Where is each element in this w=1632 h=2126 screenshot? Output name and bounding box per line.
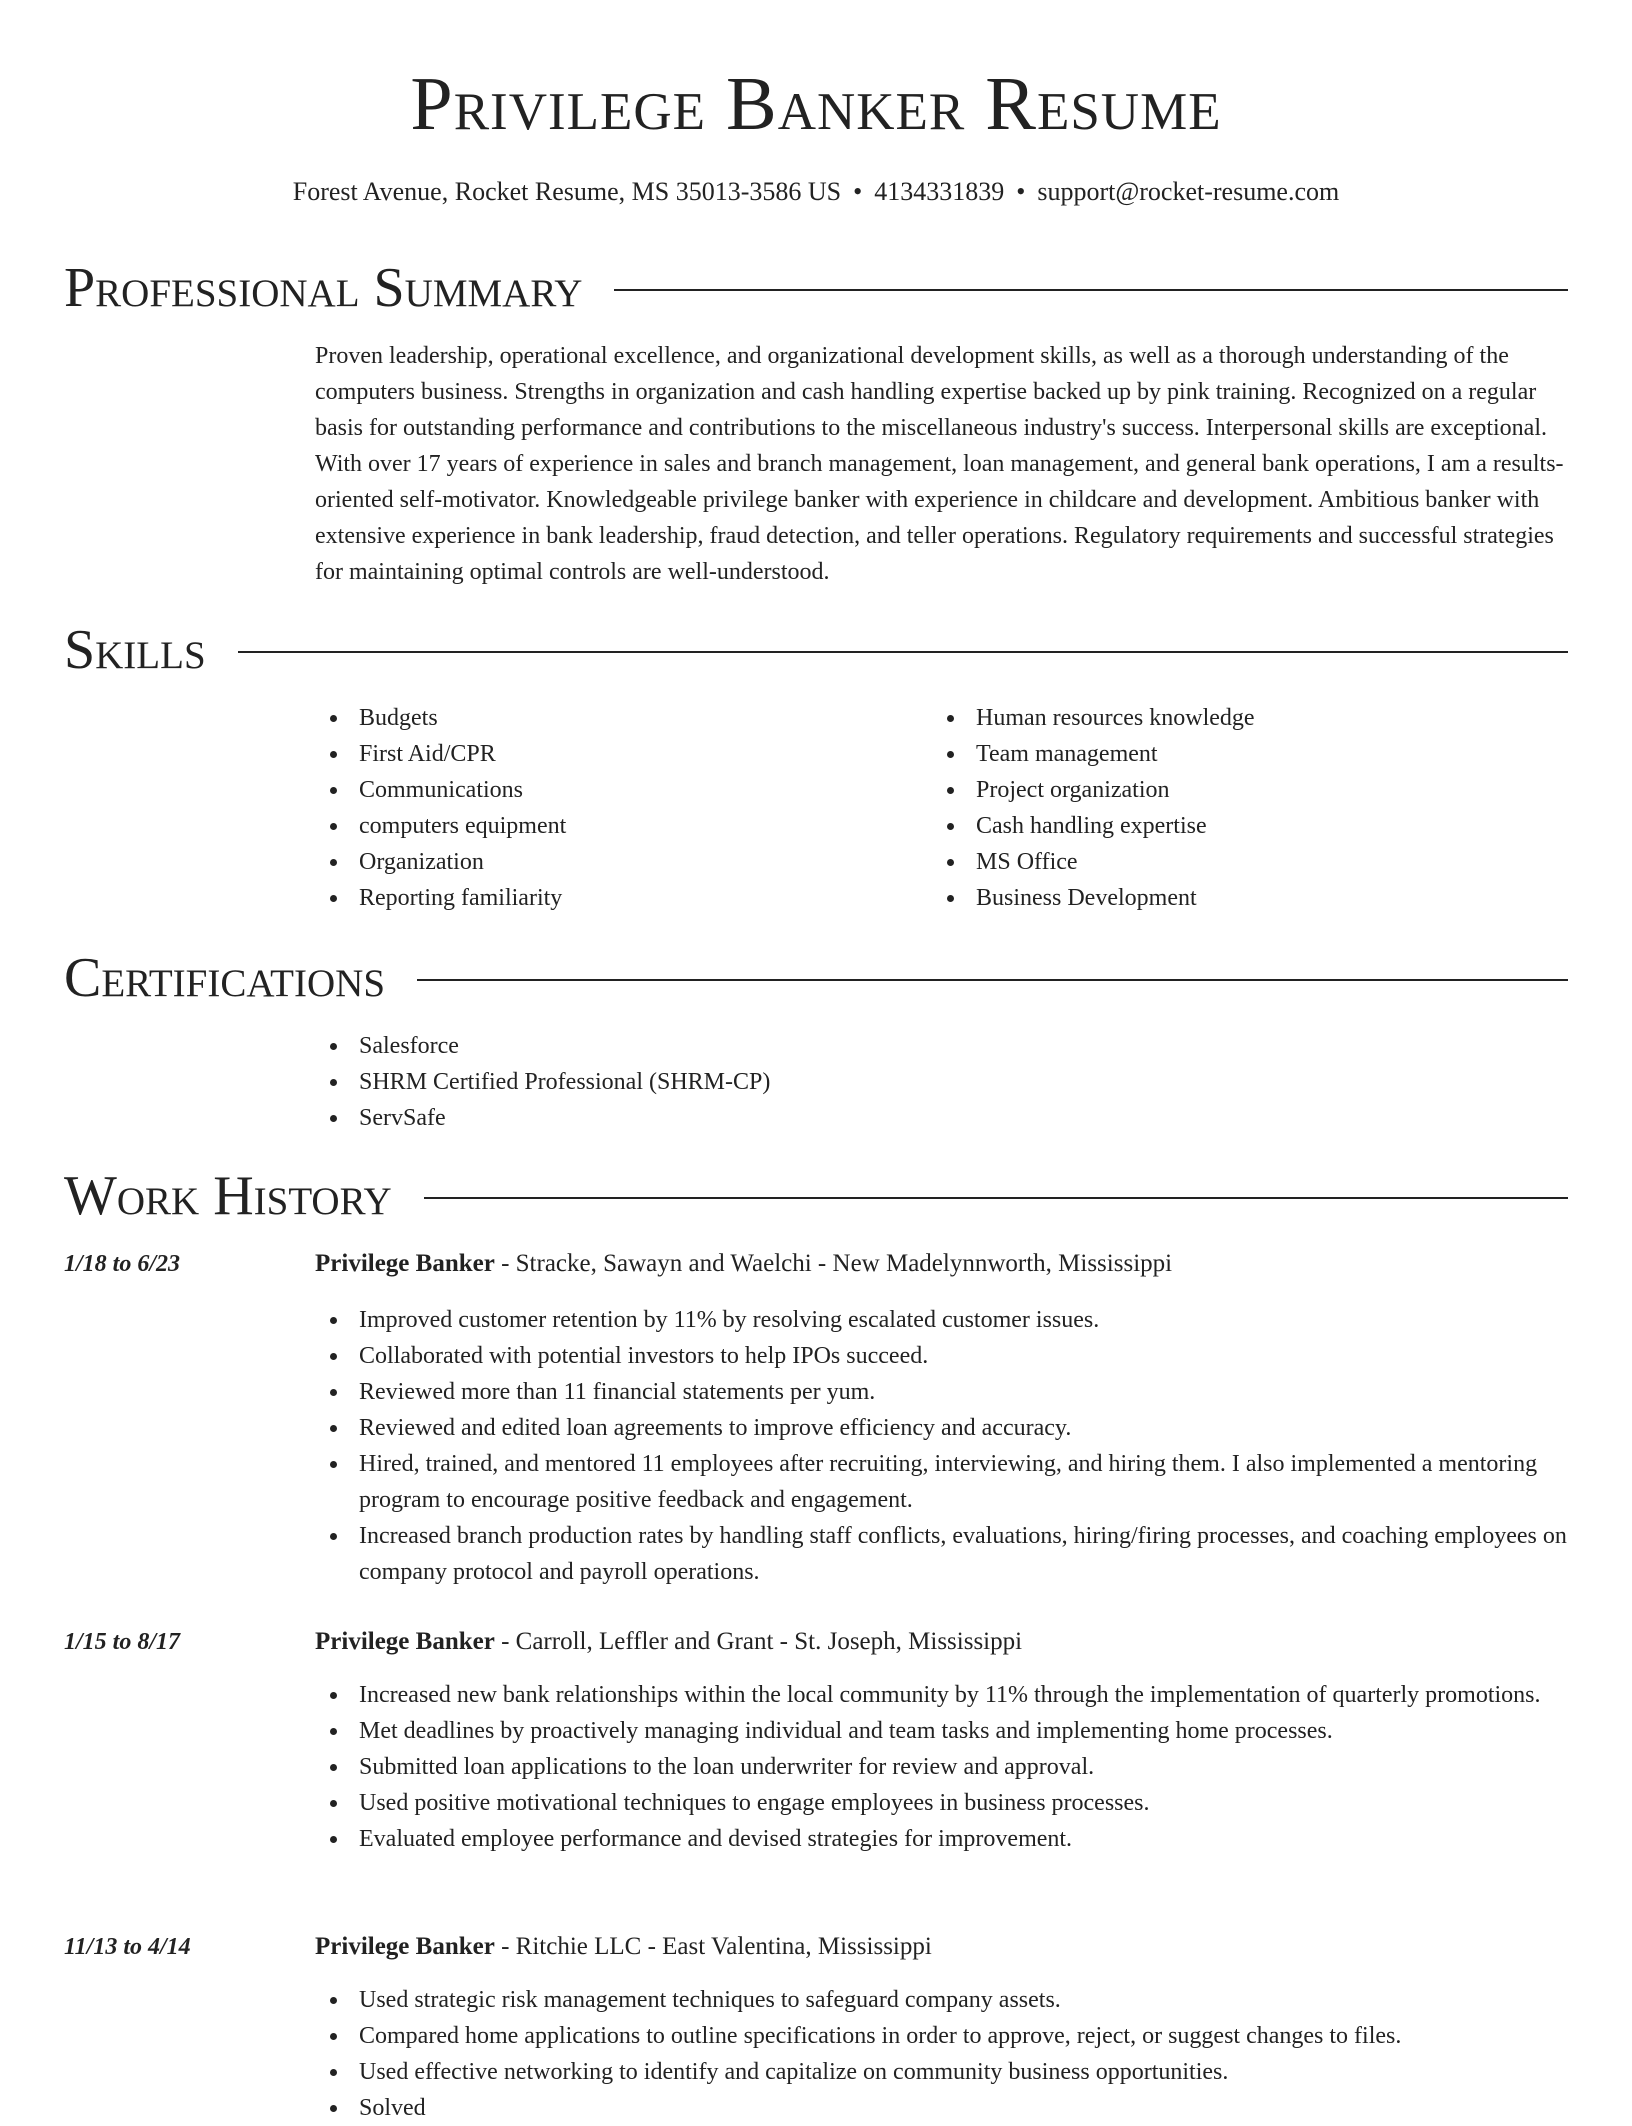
job-duty-item: Evaluated employee performance and devised strategies for improvement.	[315, 1821, 1568, 1857]
section-divider	[424, 1197, 1568, 1199]
work-section-header	[64, 1164, 1568, 1228]
job-duty-item: Solved	[315, 2090, 1568, 2126]
job-role: Privilege Banker	[315, 1628, 495, 1655]
job-dates: 1/15 to 8/17	[64, 1629, 181, 1655]
job-title-line	[315, 1929, 1568, 1965]
skill-item: First Aid/CPR	[315, 736, 875, 772]
contact-separator: •	[1016, 177, 1026, 206]
contact-email: support@rocket-resume.com	[1037, 177, 1340, 206]
skills-list-right	[932, 700, 1492, 916]
certification-item: Salesforce	[315, 1028, 1115, 1064]
job-duty-item: Used strategic risk management techniques to safeguard company assets.	[315, 1982, 1568, 2018]
skill-item: Communications	[315, 772, 875, 808]
skill-item: Reporting familiarity	[315, 880, 875, 916]
skills-section-header	[64, 618, 1568, 682]
skills-heading: Skills	[64, 619, 206, 681]
job-employer: - Ritchie LLC - East Valentina, Mississippi	[494, 1933, 932, 1960]
contact-separator: •	[853, 177, 863, 206]
job-duty-item: Reviewed and edited loan agreements to improve efficiency and accuracy.	[315, 1410, 1568, 1446]
skills-list-left	[315, 700, 875, 916]
skill-item: Human resources knowledge	[932, 700, 1492, 736]
summary-text: Proven leadership, operational excellence, and organizational development skills, as well as a thorough understanding of the computers business. Strengths in organization and cash handling expertise backed up by pink training. Recognized on a regular basis for outstanding performance and contributions to the miscellaneous industry's success. Interpersonal skills are exceptional. With over 17 years of experience in sales and branch management, loan management, and general bank operations, I am a results-oriented self-motivator. Knowledgeable privilege banker with experience in childcare and development. Ambitious banker with extensive experience in bank leadership, fraud detection, and teller operations. Regulatory requirements and successful strategies for maintaining optimal controls are well-understood.	[315, 343, 1564, 585]
job-employer: - Stracke, Sawayn and Waelchi - New Madelynnworth, Mississippi	[494, 1250, 1173, 1277]
job-duties-list	[315, 1982, 1568, 2126]
contact-phone: 4134331839	[874, 177, 1005, 206]
certification-item: ServSafe	[315, 1100, 1115, 1136]
contact-line	[0, 174, 1632, 210]
job-duty-item: Improved customer retention by 11% by resolving escalated customer issues.	[315, 1302, 1568, 1338]
resume-title: Privilege Banker Resume	[410, 62, 1222, 146]
certifications-list	[315, 1028, 1115, 1136]
job-employer: - Carroll, Leffler and Grant - St. Joseph, Mississippi	[494, 1628, 1023, 1655]
section-divider	[417, 979, 1568, 981]
job-duty-item: Hired, trained, and mentored 11 employees after recruiting, interviewing, and hiring them. I also implemented a mentoring program to encourage positive feedback and engagement.	[315, 1446, 1568, 1518]
skill-item: Budgets	[315, 700, 875, 736]
skill-item: computers equipment	[315, 808, 875, 844]
section-divider	[238, 651, 1568, 653]
certification-item: SHRM Certified Professional (SHRM-CP)	[315, 1064, 1115, 1100]
job-title-line	[315, 1624, 1568, 1660]
job-duty-item: Collaborated with potential investors to help IPOs succeed.	[315, 1338, 1568, 1374]
contact-address: Forest Avenue, Rocket Resume, MS 35013-3586 US	[292, 177, 842, 206]
skill-item: Cash handling expertise	[932, 808, 1492, 844]
summary-section-header	[64, 256, 1568, 320]
job-dates: 11/13 to 4/14	[64, 1934, 191, 1960]
job-duty-item: Increased new bank relationships within the local community by 11% through the implementation of quarterly promotions.	[315, 1677, 1568, 1713]
certifications-section-header	[64, 946, 1568, 1010]
skill-item: Business Development	[932, 880, 1492, 916]
job-duty-item: Submitted loan applications to the loan underwriter for review and approval.	[315, 1749, 1568, 1785]
skill-item: Team management	[932, 736, 1492, 772]
skill-item: MS Office	[932, 844, 1492, 880]
job-role: Privilege Banker	[315, 1933, 495, 1960]
job-title-line	[315, 1246, 1568, 1282]
skill-item: Project organization	[932, 772, 1492, 808]
job-role: Privilege Banker	[315, 1250, 495, 1277]
summary-heading: Professional Summary	[64, 257, 583, 319]
job-duty-item: Compared home applications to outline specifications in order to approve, reject, or suggest changes to files.	[315, 2018, 1568, 2054]
job-duties-list	[315, 1677, 1568, 1857]
work-heading: Work History	[64, 1165, 392, 1227]
job-duty-item: Used effective networking to identify and capitalize on community business opportunities.	[315, 2054, 1568, 2090]
section-divider	[614, 289, 1568, 291]
job-duty-item: Reviewed more than 11 financial statements per yum.	[315, 1374, 1568, 1410]
job-duties-list	[315, 1302, 1568, 1590]
skill-item: Organization	[315, 844, 875, 880]
job-duty-item: Used positive motivational techniques to engage employees in business processes.	[315, 1785, 1568, 1821]
job-duty-item: Increased branch production rates by handling staff conflicts, evaluations, hiring/firing processes, and coaching employees on company protocol and payroll operations.	[315, 1518, 1568, 1590]
job-dates: 1/18 to 6/23	[64, 1251, 181, 1277]
certifications-heading: Certifications	[64, 947, 386, 1009]
job-duty-item: Met deadlines by proactively managing individual and team tasks and implementing home processes.	[315, 1713, 1568, 1749]
